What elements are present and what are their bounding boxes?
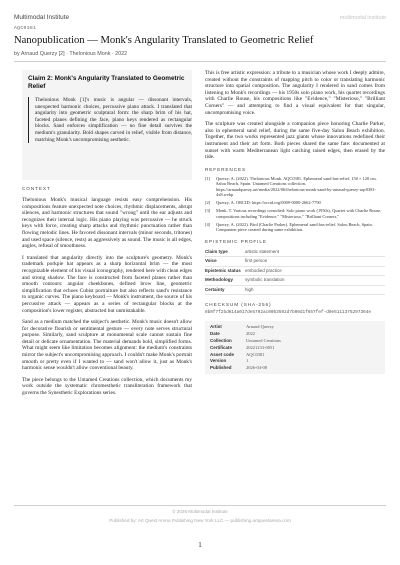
metadata-value: 1 bbox=[246, 358, 249, 364]
reference-text: Querzy, A. (2022). Bird (Charlie Parker). Ephemeral sand bas-relief. Salou Beach, Spain. Companion piece created during same exhibition. bbox=[216, 221, 373, 233]
references-heading: REFERENCES bbox=[205, 166, 247, 172]
epistemic-value: embodied practice bbox=[245, 266, 385, 276]
context-paragraph-3: Sand as a medium matched the subject's aesthetic. Monk's music doesn't allow for decorative flourish or sentimental gesture — every note serves structural purpose. Similarly, sand sculpture at monumental scale cannot sustain fine detail or delicate ornamentation. The material demands bold, simplified forms. What might seem like limitation becomes alignment: the medium's constraints mirror the subject's uncompromising approach. I couldn't make Monk's portrait smooth or pretty even if I wanted to — sand won't allow it, just as Monk's harmonic sense wouldn't allow conventional beauty. bbox=[22, 319, 192, 372]
metadata-value: 2026-04-08 bbox=[246, 365, 267, 371]
table-row bbox=[210, 337, 380, 344]
context-paragraph-6: The sculpture was created alongside a companion piece honoring Charlie Parker, also in ephemeral sand relief, during the same five-day Salou Beach exhibition. Together, the two works represented jazz giants whose innovations redefined their instrument and their art form. Both pieces shared the same fate: documented at sunset with warm Mediterranean light catching raised edges, then erased by the tide. bbox=[205, 121, 385, 161]
metadata-value: AQC0381 bbox=[246, 351, 265, 357]
table-row bbox=[210, 358, 380, 365]
byline: by Arnaud Querzy [2] · Thelonious Monk · 2022 bbox=[14, 51, 128, 57]
claim-box bbox=[22, 70, 192, 180]
header-divider bbox=[14, 61, 386, 62]
copyright-notice: © 2026 Multimodal Institute bbox=[172, 509, 228, 514]
table-row bbox=[205, 257, 385, 267]
metadata-value: Arnaud Querzy bbox=[246, 324, 274, 330]
table-row bbox=[205, 276, 385, 286]
table-row bbox=[210, 344, 380, 351]
context-heading: CONTEXT bbox=[22, 186, 51, 191]
metadata-key: Certificate bbox=[210, 344, 233, 350]
footer-divider bbox=[14, 505, 386, 506]
epistemic-key: Claim type bbox=[205, 248, 245, 257]
context-paragraph-2: I translated that angularity directly into the sculpture's geometry. Monk's trademark porkpie hat appears as a sharp horizontal brim — the most recognizable element of his visual iconography, rendered here with clean edges and strong shadow. The face is constructed from faceted planes rather than smooth contours: angular cheekbones, defined brow line, geometric simplification that echoes Cubist portraiture but also reflects sand's resistance to organic curves. The piano keyboard — Monk's instrument, the source of his percussive attack — appears as a series of rectangular blocks at the composition's lower register, abstracted but unmistakable. bbox=[22, 254, 192, 314]
claim-title: Claim 2: Monk's Angularity Translated to Geometric Relief bbox=[28, 75, 185, 90]
table-row bbox=[205, 285, 385, 295]
metadata-box bbox=[205, 321, 385, 374]
epistemic-key: Epistemic status bbox=[205, 266, 245, 276]
context-paragraph-5: This is free artistic expression: a tribute to a musician whose work I deeply admire, created without the constraints of mapping pitch to color or translating harmonic structure into spatial composition. The angularity I rendered in sand comes from listening to Monk's recordings — his 1950s solo piano work, his quartet recordings with Charlie Rouse, his compositions like "Evidence," "Misterioso," "Brilliant Corners" — and attempting to find a visual equivalent for that singular, uncompromising voice. bbox=[205, 70, 385, 116]
epistemic-value: first person bbox=[245, 257, 385, 267]
metadata-key: Artist bbox=[210, 324, 222, 330]
table-row bbox=[210, 324, 380, 331]
context-paragraph-4: The piece belongs to the Untamed Creations collection, which documents my work outside the systematic chromesthetic transliteration framework that governs the Synesthetic Explorations series. bbox=[22, 376, 192, 397]
reference-item bbox=[205, 222, 385, 233]
publisher-line: Published by: Art Quest Arena Publishing New York LLC — publishing.artquestarena.com bbox=[109, 518, 291, 523]
claim-abstract: Thelonious Monk [1]'s music is angular — dissonant intervals, unexpected harmonic choices, percussive piano attack. I translated that angularity into geometric sculptural form: the sharp brim of his hat, faceted planes defining the face, piano keys rendered as rectangular blocks. Sand enforces simplification — no fine detail survives the medium's granularity. Bold shapes carved in relief, visible from distance, matching Monk's uncompromising aesthetic. bbox=[28, 97, 192, 143]
metadata-key: Version bbox=[210, 358, 227, 364]
epistemic-value: high bbox=[245, 285, 385, 295]
reference-number: [1] bbox=[205, 175, 211, 181]
reference-number: [3] bbox=[205, 208, 211, 214]
metadata-key: Asset code bbox=[210, 351, 235, 357]
checksum-value: 8b0f7f2bd614a017de5792ac0053592d7b00d1f657fef-d0e5111375297364e bbox=[205, 310, 371, 316]
reference-number: [4] bbox=[205, 221, 211, 227]
reference-item bbox=[205, 208, 385, 219]
metadata-table bbox=[210, 324, 380, 371]
reference-number: [2] bbox=[205, 200, 211, 206]
reference-text: Querzy, A. ORCID: https://orcid.org/0009-0000-2662-7790 bbox=[216, 200, 321, 206]
metadata-value: Untamed Creations bbox=[246, 337, 281, 343]
reference-text: Querzy, A. (2022). Thelonious Monk. AQC0381. Ephemeral sand bas-relief, 150 × 120 cm. Salou Beach, Spain. Untamed Creations collection. https://arnaudquerzy.art/media/2022/06/thelonious-monk-sand-by-arnaud-querzy-aqc0381-4x8.webp bbox=[216, 175, 377, 198]
document-id: AQC0381 bbox=[14, 26, 37, 31]
epistemic-key: Methodology bbox=[205, 276, 245, 286]
table-row bbox=[210, 365, 380, 372]
table-row bbox=[210, 351, 380, 358]
right-column bbox=[205, 70, 385, 374]
left-column bbox=[22, 70, 192, 402]
metadata-key: Collection bbox=[210, 337, 232, 343]
checksum-heading: CHECKSUM (SHA-256) bbox=[205, 302, 272, 308]
reference-item bbox=[205, 200, 385, 206]
table-row bbox=[210, 331, 380, 338]
metadata-value: 2022 bbox=[246, 331, 255, 337]
epistemic-value: symbolic translation bbox=[245, 276, 385, 286]
metadata-key: Date bbox=[210, 331, 220, 337]
epistemic-key: Voice bbox=[205, 257, 245, 267]
table-row bbox=[205, 266, 385, 276]
header-bar bbox=[14, 14, 386, 23]
epistemic-value: artistic statement bbox=[245, 248, 385, 257]
epistemic-profile-table bbox=[205, 248, 385, 296]
brand-name: Multimodal Institute bbox=[14, 14, 70, 21]
metadata-key: Published bbox=[210, 365, 232, 371]
reference-item bbox=[205, 176, 385, 198]
epistemic-key: Certainty bbox=[205, 285, 245, 295]
page-title: Nanopublication — Monk's Angularity Translated to Geometric Relief bbox=[14, 35, 314, 46]
table-row bbox=[205, 248, 385, 257]
reference-text: Monk, T. Various recordings consulted: Solo piano work (1950s), Quartet with Charlie Rouse, compositions including "Evidence," "Misterioso," "Brilliant Corners." bbox=[216, 208, 382, 219]
page-number: 1 bbox=[198, 541, 202, 549]
metadata-value: 20221233-0051 bbox=[246, 344, 275, 350]
references-list bbox=[205, 176, 385, 233]
watermark: multimodal institute bbox=[339, 15, 386, 21]
epistemic-profile-heading: EPISTEMIC PROFILE bbox=[205, 238, 267, 244]
context-paragraph-1: Thelonious Monk's musical language resists easy comprehension. His compositions feature unexpected note choices, rhythmic displacements, abrupt silences, and harmonic structures that sound "wrong" until the ear adjusts and recognizes their internal logic. His piano playing was percussive — he struck keys with force, creating sharp attacks and rhythmic punctuation rather than flowing melodic lines. He favored dissonant intervals (minor seconds, tritones) and used space (silence, rests) as aggressively as sound. The music is all edges, angles, refusal of smoothness. bbox=[22, 197, 192, 250]
